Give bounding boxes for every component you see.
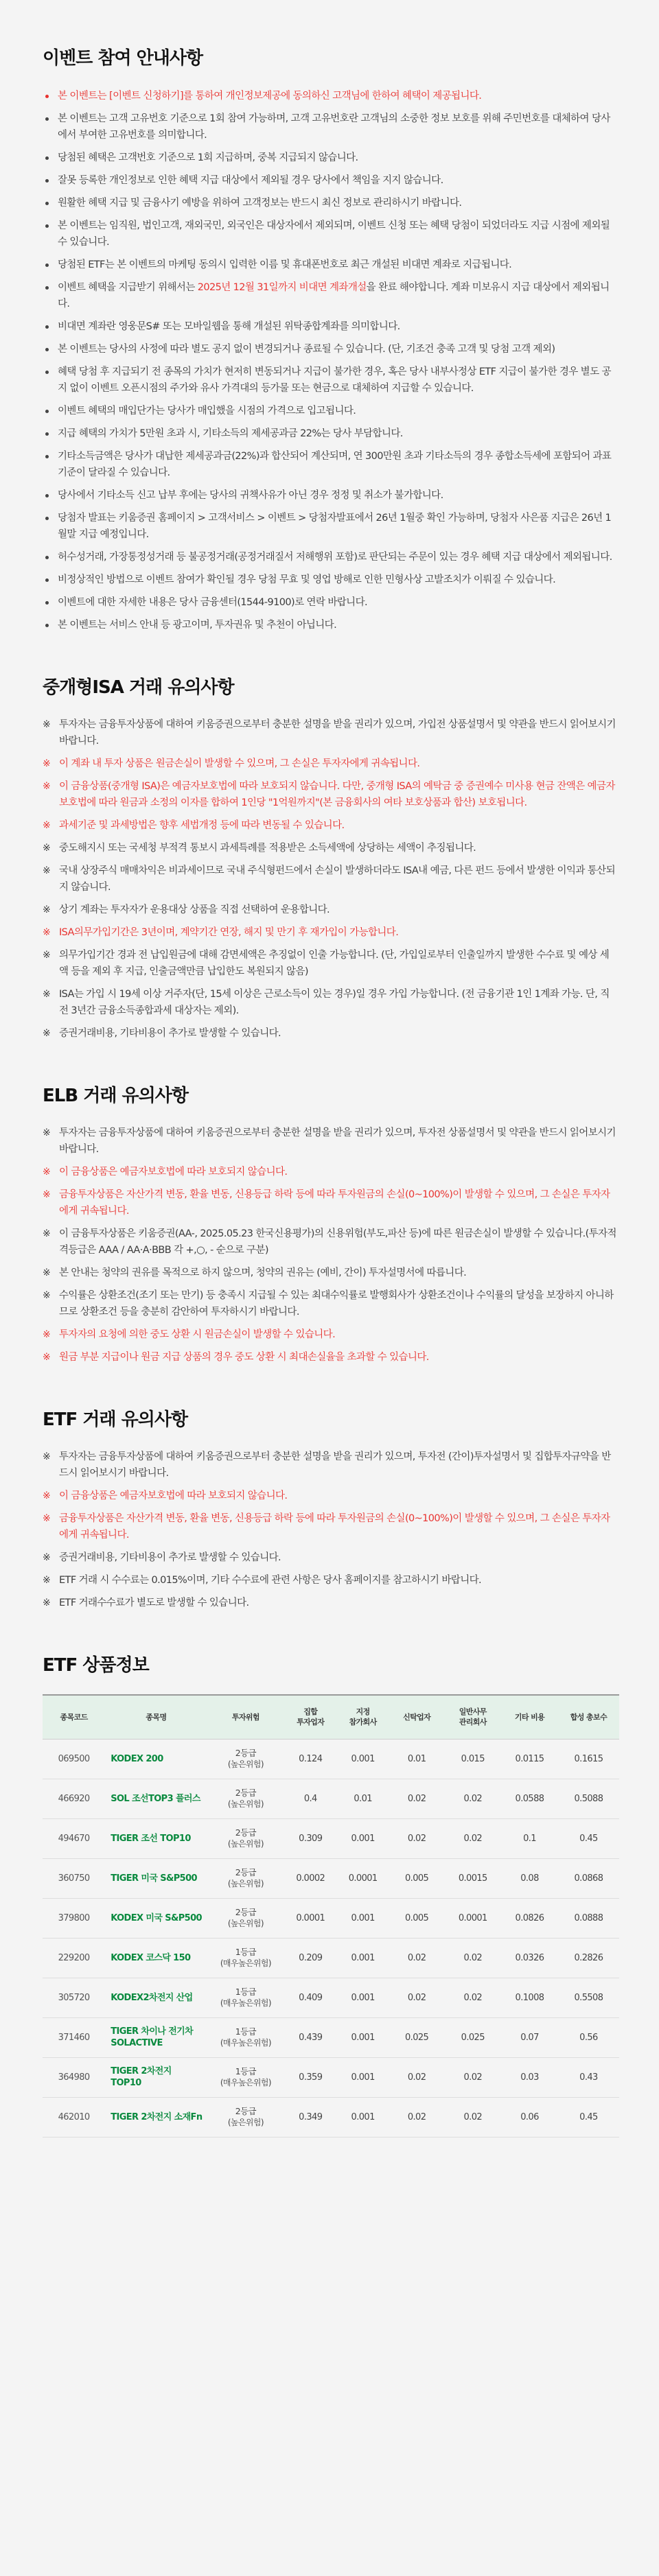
event-item-text: 이벤트 혜택의 매입단가는 당사가 매입했을 시점의 가격으로 입고됩니다. [58,406,356,417]
note-mark: ※ [43,1352,51,1363]
elb-note-item [43,1326,618,1343]
event-item [43,594,618,611]
etf_notice-note-item [43,1488,618,1504]
etf-table-row [43,1858,619,1898]
isa-note-text: 이 금융상품(중개형 ISA)은 예금자보호법에 따라 보호되지 않습니다. 다만, 중개형 ISA의 예탁금 중 증권예수 미사용 현금 잔액은 예금자보호법에 따라 원금과 소정의 이자를 합하여 1인당 "1억원까지"(본 금융회사의 여타 보호상품과 합산) 보호됩니다. [59,781,615,808]
elb-note-item [43,1287,618,1320]
note-mark: ※ [43,820,51,831]
isa-note-text: 중도해지시 또는 국세청 부적격 통보시 과세특례를 적용받은 소득세액에 상당하는 세액이 추징됩니다. [59,843,476,854]
etf-fee-c1: 0.439 [284,2017,336,2057]
etf-table-header-row [43,1695,619,1739]
note-mark: ※ [43,1127,51,1138]
elb-note-item [43,1265,618,1281]
elb-note-text: 투자자의 요청에 의한 중도 상환 시 원금손실이 발생할 수 있습니다. [59,1329,336,1340]
etf-code: 364980 [43,2057,105,2097]
note-mark: ※ [43,904,51,915]
note-mark: ※ [43,989,51,1000]
etf-fee-c2: 0.001 [336,1938,389,1978]
etf-name: KODEX 미국 S&P500 [105,1898,207,1938]
event-item-highlight: 2025년 12월 31일까지 비대면 계좌개설 [197,282,367,293]
etf-code: 069500 [43,1739,105,1779]
isa-note-text: 증권거래비용, 기타비용이 추가로 발생할 수 있습니다. [59,1028,281,1039]
event-item [43,617,618,633]
event-item [43,88,618,104]
isa-note-item [43,840,618,856]
note-mark: ※ [43,781,51,792]
etf-info-section [43,1654,618,2138]
etf-fee-c3: 0.02 [389,1779,445,1818]
event-item-text: 허수성거래, 가장통정성거래 등 불공정거래(공정거래질서 저해행위 포함)로 판단되는 주문이 있는 경우 혜택 지급 대상에서 제외됩니다. [58,552,612,563]
etf-info-title: ETF 상품정보 [43,1655,149,1676]
note-mark: ※ [43,1167,51,1178]
event-item [43,572,618,588]
etf-risk-level: (높은위험) [227,1799,264,1809]
note-mark: ※ [43,1490,51,1501]
note-mark: ※ [43,865,51,876]
etf-code: 360750 [43,1858,105,1898]
etf-fee-c1: 0.409 [284,1978,336,2017]
etf-fee-c1: 0.309 [284,1818,336,1858]
etf-risk-grade: 2등급 [235,1788,257,1798]
event-item [43,318,618,335]
etf-risk-grade: 2등급 [235,1907,257,1917]
event-item-text: 혜택 당첨 후 지급되기 전 종목의 가치가 현저히 변동되거나 지급이 불가한 경우, 혹은 당사 내부사정상 ETF 지급이 불가한 경우 별도 공지 없이 이벤트 오픈시점의 주가와 유사 가격대의 등가물 또는 현금으로 대체하여 지급할 수 있습니다. [58,366,611,394]
etf-fee-c3: 0.02 [389,2097,445,2137]
etf-header-cell: 집합 투자업자 [284,1695,336,1739]
etf_notice-note-text: 금융투자상품은 자산가격 변동, 환율 변동, 신용등급 하락 등에 따라 투자원금의 손실(0~100%)이 발생할 수 있으며, 그 손실은 투자자에게 귀속됩니다. [59,1513,610,1541]
note-mark: ※ [43,927,51,938]
etf-risk [207,1858,284,1898]
isa-note-item [43,1025,618,1042]
etf-fee-c4: 0.02 [444,1779,501,1818]
etf-fee-c3: 0.02 [389,1818,445,1858]
etf-table-row [43,1779,619,1818]
etf-fee-c5: 0.0326 [501,1938,558,1978]
event-title: 이벤트 참여 안내사항 [43,48,203,69]
event-item-text: 이벤트 혜택을 지급받기 위해서는 [58,282,198,293]
etf-code: 462010 [43,2097,105,2137]
note-mark: ※ [43,843,51,854]
event-item-text: 본 이벤트는 [이벤트 신청하기]를 통하여 개인정보제공에 동의하신 고객님에 한하여 혜택이 제공됩니다. [58,91,482,102]
isa-note-text: 이 계좌 내 투자 상품은 원금손실이 발생할 수 있으며, 그 손실은 투자자에게 귀속됩니다. [59,758,420,769]
etf-risk [207,1779,284,1818]
isa-note-item [43,902,618,918]
elb-list [43,1125,618,1366]
note-mark: ※ [43,1552,51,1563]
event-item-text: 당첨된 ETF는 본 이벤트의 마케팅 동의시 입력한 이름 및 휴대폰번호로 최근 개설된 비대면 계좌로 지급됩니다. [58,259,512,270]
etf-name: KODEX 200 [105,1739,207,1779]
etf-notice-list [43,1449,618,1611]
etf-notice-title: ETF 거래 유의사항 [43,1409,188,1430]
isa-note-item [43,863,618,895]
event-section [43,47,618,633]
etf-fee-c6: 0.1615 [558,1739,619,1779]
note-mark: ※ [43,758,51,769]
note-mark: ※ [43,719,51,730]
etf-header-cell: 합성 총보수 [558,1695,619,1739]
isa-note-item [43,986,618,1019]
etf-table-row [43,2057,619,2097]
etf-fee-c5: 0.0115 [501,1739,558,1779]
note-mark: ※ [43,1290,51,1301]
etf-fee-c6: 0.2826 [558,1938,619,1978]
etf-info-table [43,1694,619,2138]
elb-note-text: 이 금융상품은 예금자보호법에 따라 보호되지 않습니다. [59,1167,288,1178]
etf-risk-level: (높은위험) [227,1839,264,1849]
event-item-text: 본 이벤트는 고객 고유번호 기준으로 1회 참여 가능하며, 고객 고유번호란 고객님의 소중한 정보 보호를 위해 주민번호를 대체하여 당사에서 부여한 고유번호를 의미합니다. [58,113,610,141]
etf-risk [207,1938,284,1978]
etf-fee-c3: 0.02 [389,1938,445,1978]
event-item [43,341,618,358]
note-mark: ※ [43,1597,51,1608]
etf-risk-level: (높은위험) [227,1919,264,1928]
etf-fee-c1: 0.349 [284,2097,336,2137]
event-item [43,257,618,273]
elb-note-text: 이 금융투자상품은 키움증권(AA-, 2025.05.23 한국신용평가)의 신용위험(부도,파산 등)에 따른 원금손실이 발생할 수 있습니다.(투자적격등급은 AAA / AA·A·BBB 각 +,○, - 순으로 구분) [59,1228,616,1256]
etf-fee-c2: 0.01 [336,1779,389,1818]
etf-fee-c2: 0.001 [336,2097,389,2137]
etf-risk [207,1739,284,1779]
elb-note-text: 금융투자상품은 자산가격 변동, 환율 변동, 신용등급 하락 등에 따라 투자원금의 손실(0~100%)이 발생할 수 있으며, 그 손실은 투자자에게 귀속됩니다. [59,1189,610,1217]
etf-risk-grade: 1등급 [235,2026,257,2037]
etf-fee-c4: 0.015 [444,1739,501,1779]
event-item [43,172,618,189]
etf-table-row [43,1978,619,2017]
etf-risk-level: (매우높은위험) [220,2078,271,2087]
etf-fee-c6: 0.56 [558,2017,619,2057]
etf-fee-c5: 0.1 [501,1818,558,1858]
etf-fee-c1: 0.0001 [284,1898,336,1938]
etf-fee-c4: 0.02 [444,1978,501,2017]
isa-note-text: ISA는 가입 시 19세 이상 거주자(단, 15세 이상은 근로소득이 있는 경우)일 경우 가입 가능합니다. (전 금융기관 1인 1계좌 가능. 단, 직전 3년간 금융소득종합과세 대상자는 제외). [59,989,610,1016]
etf-fee-c5: 0.08 [501,1858,558,1898]
etf-header-cell: 지정 참가회사 [336,1695,389,1739]
etf-risk-grade: 2등급 [235,2106,257,2116]
event-item [43,487,618,504]
etf-fee-c2: 0.001 [336,1739,389,1779]
etf-fee-c3: 0.025 [389,2017,445,2057]
etf-fee-c5: 0.1008 [501,1978,558,2017]
etf-risk-level: (매우높은위험) [220,1958,271,1968]
etf-fee-c6: 0.43 [558,2057,619,2097]
etf-fee-c6: 0.45 [558,1818,619,1858]
event-item [43,403,618,419]
isa-note-text: 상기 계좌는 투자자가 운용대상 상품을 직접 선택하여 운용합니다. [59,904,330,915]
elb-note-item [43,1186,618,1219]
etf-fee-c6: 0.5508 [558,1978,619,2017]
etf-fee-c3: 0.005 [389,1858,445,1898]
etf-risk-grade: 2등급 [235,1867,257,1877]
note-mark: ※ [43,1575,51,1586]
etf-name: SOL 조선TOP3 플러스 [105,1779,207,1818]
etf-name: TIGER 차이나 전기차SOLACTIVE [105,2017,207,2057]
etf-code: 229200 [43,1938,105,1978]
event-item-text: 이벤트에 대한 자세한 내용은 당사 금융센터(1544-9100)로 연락 바랍니다. [58,597,367,608]
etf-code: 494670 [43,1818,105,1858]
elb-note-text: 투자자는 금융투자상품에 대하여 키움증권으로부터 충분한 설명을 받을 권리가 있으며, 투자전 상품설명서 및 약관을 반드시 읽어보시기 바랍니다. [59,1127,616,1155]
etf-fee-c5: 0.0588 [501,1779,558,1818]
elb-note-text: 원금 부분 지급이나 원금 지급 상품의 경우 중도 상환 시 최대손실율을 초과할 수 있습니다. [59,1352,429,1363]
etf-fee-c4: 0.0001 [444,1898,501,1938]
note-mark: ※ [43,1228,51,1239]
isa-note-text: 투자자는 금융투자상품에 대하여 키움증권으로부터 충분한 설명을 받을 권리가 있으며, 가입전 상품설명서 및 약관을 반드시 읽어보시기 바랍니다. [59,719,616,747]
event-item-text: 기타소득금액은 당사가 대납한 제세공과금(22%)과 합산되어 계산되며, 연 300만원 초과 기타소득의 경우 종합소득세에 포함되어 과표기준이 달라질 수 있습니다. [58,451,612,478]
note-mark: ※ [43,1329,51,1340]
etf-fee-c5: 0.07 [501,2017,558,2057]
event-item-text: 을 완료 해야합니다. 계좌 미보유시 지급 대상에서 제외됩니다. [58,282,610,309]
isa-note-text: 의무가입기간 경과 전 납입원금에 대해 감면세액은 추징없이 인출 가능합니다. (단, 가입일로부터 인출일까지 발생한 수수료 및 예상 세액 등을 제외 후 지급, 인출금액만큼 납입한도 복원되지 않음) [59,950,610,977]
etf-fee-c2: 0.001 [336,2057,389,2097]
etf-risk-level: (높은위험) [227,1759,264,1769]
etf_notice-note-text: 투자자는 금융투자상품에 대하여 키움증권으로부터 충분한 설명을 받을 권리가 있으며, 투자전 (간이)투자설명서 및 집합투자규약을 반드시 읽어보시기 바랍니다. [59,1451,611,1479]
etf-fee-c5: 0.03 [501,2057,558,2097]
elb-note-item [43,1164,618,1180]
etf-code: 379800 [43,1898,105,1938]
etf_notice-note-item [43,1595,618,1611]
isa-note-item [43,947,618,980]
etf-risk [207,1898,284,1938]
etf-risk-grade: 2등급 [235,1748,257,1758]
etf-name: KODEX2차전지 산업 [105,1978,207,2017]
etf-table-row [43,1739,619,1779]
isa-note-item [43,778,618,811]
etf-risk [207,1978,284,2017]
event-item-text: 비정상적인 방법으로 이벤트 참여가 확인될 경우 당첨 무효 및 영업 방해로 인한 민형사상 고발조치가 이뤄질 수 있습니다. [58,574,556,585]
event-item-text: 원활한 혜택 지급 및 금융사기 예방을 위하여 고객정보는 반드시 최신 정보로 관리하시기 바랍니다. [58,198,462,209]
etf-fee-c2: 0.001 [336,1818,389,1858]
etf-fee-c6: 0.0888 [558,1898,619,1938]
event-item-text: 본 이벤트는 당사의 사정에 따라 별도 공지 없이 변경되거나 종료될 수 있습니다. (단, 기조건 충족 고객 및 당첨 고객 제외) [58,344,555,355]
etf-fee-c4: 0.02 [444,1938,501,1978]
etf_notice-note-text: ETF 거래수수료가 별도로 발생할 수 있습니다. [59,1597,249,1608]
etf-fee-c3: 0.01 [389,1739,445,1779]
note-mark: ※ [43,950,51,961]
etf-fee-c4: 0.02 [444,2097,501,2137]
event-item-text: 본 이벤트는 서비스 안내 등 광고이며, 투자권유 및 추천이 아닙니다. [58,620,337,631]
etf-fee-c1: 0.0002 [284,1858,336,1898]
etf-fee-c1: 0.124 [284,1739,336,1779]
note-mark: ※ [43,1451,51,1462]
etf-risk [207,1818,284,1858]
elb-note-item [43,1125,618,1158]
event-item-text: 본 이벤트는 임직원, 법인고객, 재외국민, 외국인은 대상자에서 제외되며, 이벤트 신청 또는 혜택 당첨이 되었더라도 지급 시점에 제외될 수 있습니다. [58,220,610,248]
etf-risk-grade: 1등급 [235,1987,257,1997]
event-item-text: 당첨된 혜택은 고객번호 기준으로 1회 지급하며, 중복 지급되지 않습니다. [58,152,358,163]
etf-header-cell: 기타 비용 [501,1695,558,1739]
etf-header-cell: 신탁업자 [389,1695,445,1739]
etf-name: TIGER 미국 S&P500 [105,1858,207,1898]
etf-table-row [43,1938,619,1978]
etf-fee-c4: 0.02 [444,1818,501,1858]
etf-risk-grade: 1등급 [235,2066,257,2076]
etf-fee-c2: 0.0001 [336,1858,389,1898]
elb-note-item [43,1226,618,1258]
note-mark: ※ [43,1028,51,1039]
etf-name: KODEX 코스닥 150 [105,1938,207,1978]
etf_notice-note-text: 증권거래비용, 기타비용이 추가로 발생할 수 있습니다. [59,1552,281,1563]
event-item [43,195,618,211]
etf-table-body [43,1739,619,2137]
isa-note-item [43,716,618,749]
isa-note-text: 국내 상장주식 매매차익은 비과세이므로 국내 주식형펀드에서 손실이 발생하더라도 ISA내 예금, 다른 펀드 등에서 발생한 이익과 통산되지 않습니다. [59,865,615,893]
etf-fee-c6: 0.5088 [558,1779,619,1818]
event-list [43,88,618,633]
event-item-text: 당사에서 기타소득 신고 납부 후에는 당사의 귀책사유가 아닌 경우 정정 및 취소가 불가합니다. [58,490,443,501]
etf-table-row [43,1898,619,1938]
etf-fee-c2: 0.001 [336,2017,389,2057]
etf-risk [207,2097,284,2137]
isa-note-item [43,756,618,772]
etf-code: 466920 [43,1779,105,1818]
elb-note-text: 수익률은 상환조건(조기 또는 만기) 등 충족시 지급될 수 있는 최대수익률로 발행회사가 상환조건이나 수익률의 달성을 보장하지 아니하므로 상환조건 등을 충분히 감안하여 투자하시기 바랍니다. [59,1290,614,1318]
etf_notice-note-item [43,1549,618,1566]
etf-fee-c2: 0.001 [336,1898,389,1938]
note-mark: ※ [43,1189,51,1200]
etf-fee-c3: 0.02 [389,2057,445,2097]
event-item-text: 당첨자 발표는 키움증권 홈페이지 > 고객서비스 > 이벤트 > 당첨자발표에서 26년 1월중 확인 가능하며, 당첨자 사은품 지급은 26년 1월말 지급 예정입니다. [58,513,612,540]
isa-list [43,716,618,1042]
etf_notice-note-item [43,1510,618,1543]
etf-table-row [43,1818,619,1858]
isa-section [43,676,618,1042]
etf-table-row [43,2097,619,2137]
etf-fee-c2: 0.001 [336,1978,389,2017]
etf-fee-c3: 0.005 [389,1898,445,1938]
etf-risk-grade: 2등급 [235,1827,257,1838]
isa-note-item [43,924,618,941]
etf-table-row [43,2017,619,2057]
event-item [43,110,618,143]
isa-note-item [43,817,618,834]
etf-name: TIGER 2차전지 소재Fn [105,2097,207,2137]
etf-fee-c1: 0.4 [284,1779,336,1818]
event-item [43,218,618,250]
etf-header-cell: 투자위험 [207,1695,284,1739]
event-item [43,279,618,312]
etf-fee-c6: 0.45 [558,2097,619,2137]
etf-fee-c4: 0.02 [444,2057,501,2097]
etf-risk-grade: 1등급 [235,1947,257,1957]
etf-fee-c1: 0.359 [284,2057,336,2097]
etf-fee-c3: 0.02 [389,1978,445,2017]
etf-fee-c6: 0.0868 [558,1858,619,1898]
isa-note-text: 과세기준 및 과세방법은 향후 세법개정 등에 따라 변동될 수 있습니다. [59,820,345,831]
note-mark: ※ [43,1513,51,1524]
event-item [43,549,618,565]
elb-title: ELB 거래 유의사항 [43,1086,188,1106]
etf_notice-note-text: 이 금융상품은 예금자보호법에 따라 보호되지 않습니다. [59,1490,288,1501]
etf-fee-c1: 0.209 [284,1938,336,1978]
etf-fee-c5: 0.0826 [501,1898,558,1938]
etf-code: 371460 [43,2017,105,2057]
etf-header-cell: 종목코드 [43,1695,105,1739]
etf_notice-note-text: ETF 거래 시 수수료는 0.015%이며, 기타 수수료에 관련 사항은 당사 홈페이지를 참고하시기 바랍니다. [59,1575,482,1586]
etf-risk-level: (매우높은위험) [220,1998,271,2008]
elb-note-text: 본 안내는 청약의 권유를 목적으로 하지 않으며, 청약의 권유는 (예비, 간이) 투자설명서에 따릅니다. [59,1267,467,1278]
event-item-text: 잘못 등록한 개인정보로 인한 혜택 지급 대상에서 제외될 경우 당사에서 책임을 지지 않습니다. [58,175,443,186]
event-item [43,510,618,543]
event-item [43,150,618,166]
event-item [43,425,618,442]
etf-risk-level: (높은위험) [227,2118,264,2127]
event-item-text: 지급 혜택의 가치가 5만원 초과 시, 기타소득의 제세공과금 22%는 당사 부담합니다. [58,428,403,439]
etf-risk [207,2017,284,2057]
isa-title: 중개형ISA 거래 유의사항 [43,677,234,698]
etf-name: TIGER 2차전지 TOP10 [105,2057,207,2097]
etf-fee-c4: 0.0015 [444,1858,501,1898]
etf-name: TIGER 조선 TOP10 [105,1818,207,1858]
etf-header-cell: 일반사무 관리회사 [444,1695,501,1739]
etf-header-cell: 종목명 [105,1695,207,1739]
event-item-text: 비대면 계좌란 영웅문S# 또는 모바일웹을 통해 개설된 위탁종합계좌를 의미합니다. [58,321,400,332]
etf_notice-note-item [43,1572,618,1589]
etf-risk-level: (매우높은위험) [220,2038,271,2048]
etf-fee-c4: 0.025 [444,2017,501,2057]
etf-risk-level: (높은위험) [227,1879,264,1888]
note-mark: ※ [43,1267,51,1278]
elb-note-item [43,1349,618,1366]
event-item [43,364,618,397]
etf-risk [207,2057,284,2097]
etf-notice-section [43,1408,618,1611]
etf_notice-note-item [43,1449,618,1482]
etf-fee-c5: 0.06 [501,2097,558,2137]
elb-section [43,1084,618,1366]
isa-note-text: ISA의무가입기간은 3년이며, 계약기간 연장, 해지 및 만기 후 재가입이 가능합니다. [59,927,399,938]
event-item [43,448,618,481]
etf-code: 305720 [43,1978,105,2017]
